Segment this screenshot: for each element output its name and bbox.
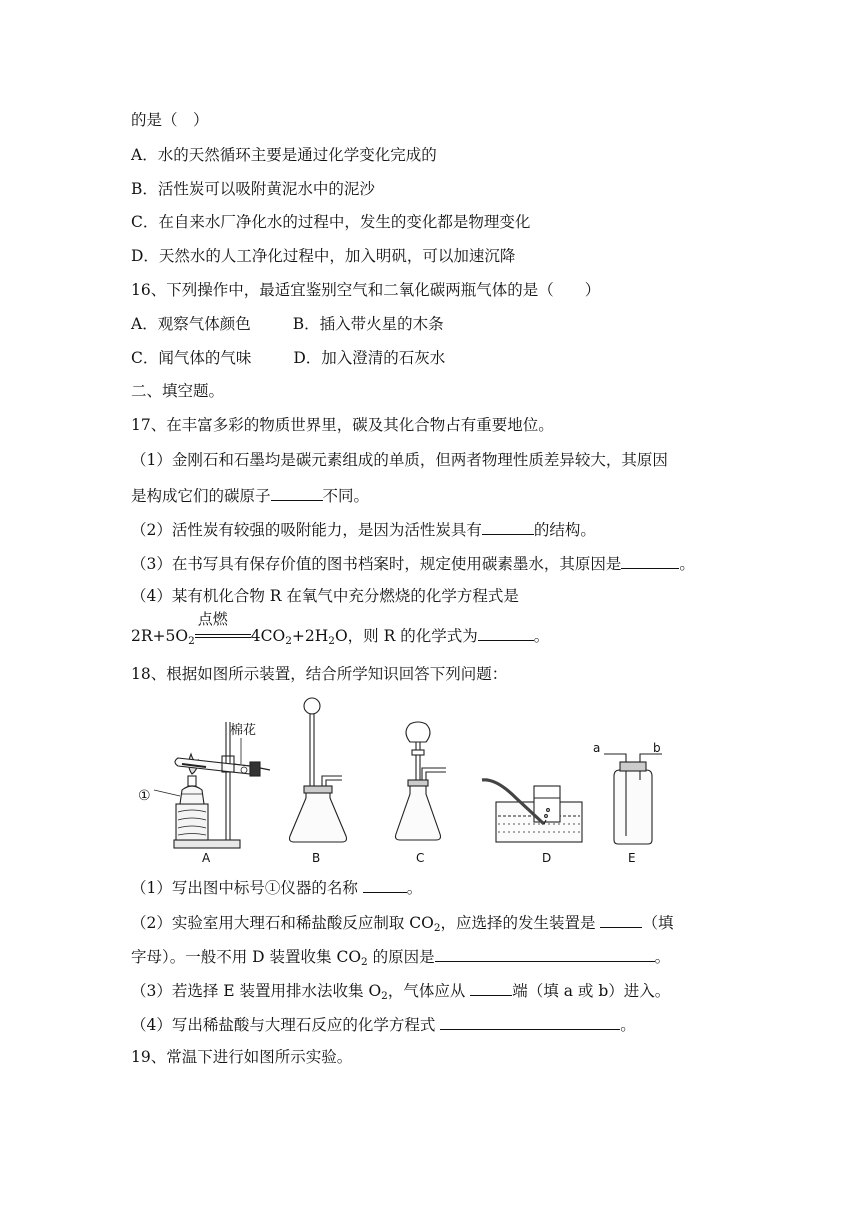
q15-option-b: B．活性炭可以吸附黄泥水中的泥沙 bbox=[131, 180, 375, 198]
apparatus-a bbox=[154, 722, 270, 848]
apparatus-e bbox=[604, 754, 662, 844]
q18-part2-line1: （2）实验室用大理石和稀盐酸反应制取 $CO_2$，应选择的发生装置是 （填 bbox=[131, 911, 674, 938]
figure-label-b: B bbox=[312, 851, 321, 865]
q16-option-b: B．插入带火星的木条 bbox=[292, 315, 444, 333]
answer-blank[interactable] bbox=[440, 1013, 620, 1030]
q16-option-a: A．观察气体颜色 bbox=[131, 315, 251, 333]
figure-label-a: A bbox=[202, 851, 211, 865]
q18-stem: 18、根据如图所示装置，结合所学知识回答下列问题： bbox=[131, 665, 508, 683]
reaction-condition-arrow bbox=[195, 610, 251, 641]
q16-option-d: D．加入澄清的石灰水 bbox=[293, 349, 446, 367]
q15-option-d: D．天然水的人工净化过程中，加入明矾，可以加速沉降 bbox=[131, 247, 516, 265]
section-heading: 二、填空题。 bbox=[131, 382, 225, 400]
apparatus-b bbox=[290, 698, 347, 842]
cotton-label: 棉花 bbox=[230, 723, 257, 738]
q16-options-row2 bbox=[131, 348, 445, 368]
q16-stem: 16、下列操作中，最适宜鉴别空气和二氧化碳两瓶气体的是（ ） bbox=[131, 281, 601, 299]
q18-part2-line2: 字母）。一般不用 D 装置收集 $CO_2$ 的原因是 。 bbox=[131, 945, 670, 972]
q17-part1-line1: （1）金刚石和石墨均是碳元素组成的单质，但两者物理性质差异较大，其原因 bbox=[131, 451, 668, 469]
apparatus-d bbox=[482, 780, 582, 842]
answer-blank[interactable] bbox=[435, 945, 655, 962]
q16-options-row1 bbox=[131, 314, 444, 334]
answer-blank[interactable] bbox=[478, 624, 534, 641]
answer-blank[interactable] bbox=[482, 518, 534, 535]
q17-part3: （3）在书写具有保存价值的图书档案时，规定使用碳素墨水，其原因是 。 bbox=[131, 552, 695, 574]
port-a-label: a bbox=[593, 741, 601, 755]
condition-label: 点燃 bbox=[197, 610, 228, 628]
figure-label-c: C bbox=[416, 851, 425, 865]
answer-blank[interactable] bbox=[271, 484, 323, 501]
q17-part1-line2: 是构成它们的碳原子 不同。 bbox=[131, 484, 369, 506]
q17-part4: （4）某有机化合物 R 在氧气中充分燃烧的化学方程式是 bbox=[131, 587, 519, 605]
lab-apparatus-figure bbox=[136, 694, 676, 866]
port-b-label: b bbox=[653, 741, 661, 755]
q18-part3: （3）若选择 E 装置用排水法收集 $O_2$，气体应从 端（填 a 或 b）进入。 bbox=[131, 979, 670, 1006]
q17-part2: （2）活性炭有较强的吸附能力，是因为活性炭具有 的结构。 bbox=[131, 518, 596, 540]
q15-stem-end: 的是（ ） bbox=[131, 111, 209, 129]
figure-label-e: E bbox=[628, 851, 636, 865]
q15-option-c: C．在自来水厂净化水的过程中，发生的变化都是物理变化 bbox=[131, 213, 531, 231]
marker-label: ① bbox=[138, 788, 151, 804]
figure-label-d: D bbox=[542, 851, 552, 865]
q18-part1: （1）写出图中标号①仪器的名称 。 bbox=[131, 876, 422, 898]
answer-blank[interactable] bbox=[470, 979, 512, 996]
q18-part4: （4）写出稀盐酸与大理石反应的化学方程式 。 bbox=[131, 1013, 636, 1035]
answer-blank[interactable] bbox=[600, 911, 642, 928]
answer-blank[interactable] bbox=[621, 552, 679, 569]
q15-option-a: A．水的天然循环主要是通过化学变化完成的 bbox=[131, 146, 437, 164]
answer-blank[interactable] bbox=[363, 876, 407, 893]
q17-stem: 17、在丰富多彩的物质世界里，碳及其化合物占有重要地位。 bbox=[131, 416, 554, 434]
apparatus-c bbox=[396, 722, 447, 840]
q17-equation: $2R+5O_2$ 点燃 $4CO_2+2H_2O$，则 R 的化学式为 。 bbox=[131, 610, 550, 647]
q16-option-c: C．闻气体的气味 bbox=[131, 349, 252, 367]
q19-stem: 19、常温下进行如图所示实验。 bbox=[131, 1048, 353, 1066]
